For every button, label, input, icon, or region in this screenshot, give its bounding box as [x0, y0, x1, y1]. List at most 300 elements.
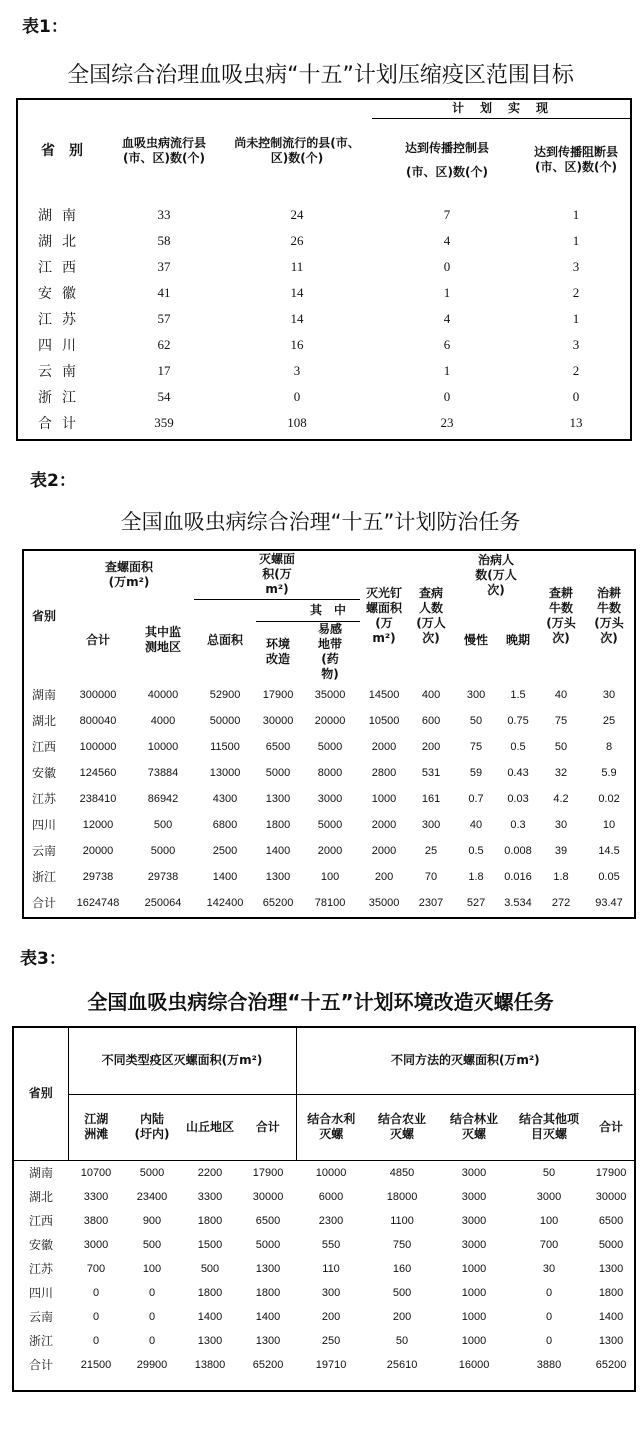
value-cell: 20000	[82, 844, 114, 857]
t3-header-agri: 结合农业灭螺	[378, 1112, 427, 1141]
value-cell: 59	[469, 766, 483, 779]
value-cell: 1400	[598, 1310, 624, 1323]
table3-row	[14, 1329, 634, 1353]
value-cell: 1800	[598, 1286, 624, 1299]
value-cell: 3000	[461, 1190, 487, 1203]
value-cell: 5000	[598, 1238, 624, 1251]
province-cell: 四川	[31, 818, 56, 832]
province-cell: 合计	[28, 1358, 53, 1372]
value-cell: 700	[539, 1238, 559, 1251]
table2	[22, 549, 636, 919]
province-cell: 江苏	[31, 792, 56, 806]
value-cell: 800040	[79, 714, 117, 727]
value-cell: 6	[443, 337, 451, 352]
table2-row	[24, 708, 634, 734]
value-cell: 3800	[83, 1214, 109, 1227]
value-cell: 3	[572, 337, 580, 352]
value-cell: 65200	[262, 896, 294, 909]
value-cell: 30	[542, 1262, 556, 1275]
value-cell: 1300	[265, 870, 291, 883]
value-cell: 142400	[206, 896, 244, 909]
t3-header-forest: 结合林业灭螺	[450, 1112, 499, 1141]
value-cell: 40000	[147, 688, 179, 701]
value-cell: 32	[554, 766, 568, 779]
value-cell: 1400	[197, 1310, 223, 1323]
value-cell: 200	[321, 1310, 341, 1323]
value-cell: 108	[287, 415, 307, 430]
table1	[16, 98, 632, 441]
value-cell: 1300	[598, 1334, 624, 1347]
value-cell: 2000	[317, 844, 343, 857]
value-cell: 1300	[598, 1262, 624, 1275]
value-cell: 3880	[536, 1358, 562, 1371]
value-cell: 12000	[82, 818, 114, 831]
table2-grid	[24, 551, 634, 916]
value-cell: 100	[142, 1262, 162, 1275]
table1-row	[18, 332, 630, 358]
province-cell: 云南	[38, 364, 86, 380]
value-cell: 1	[443, 285, 451, 300]
value-cell: 5000	[139, 1166, 165, 1179]
value-cell: 0	[293, 389, 301, 404]
value-cell: 37	[157, 259, 171, 274]
province-cell: 四川	[38, 338, 86, 354]
value-cell: 1000	[371, 792, 397, 805]
value-cell: 750	[392, 1238, 412, 1251]
value-cell: 19710	[315, 1358, 347, 1371]
table2-row	[24, 864, 634, 890]
value-cell: 50	[542, 1166, 556, 1179]
t2-header-snail-control: 灭螺面积(万m²)	[194, 551, 360, 599]
value-cell: 0	[545, 1286, 553, 1299]
value-cell: 11500	[210, 740, 240, 753]
value-cell: 1.8	[553, 870, 569, 883]
table2-title: 全国血吸虫病综合治理“十五”计划防治任务	[120, 510, 521, 534]
value-cell: 30	[554, 818, 568, 831]
value-cell: 4850	[389, 1166, 415, 1179]
province-cell: 安徽	[31, 766, 56, 780]
value-cell: 0	[148, 1286, 156, 1299]
t1-header-transmission-block: 达到传播阻断县(市、区)数(个)	[534, 145, 619, 175]
value-cell: 550	[321, 1238, 341, 1251]
value-cell: 10	[602, 818, 616, 831]
province-cell: 合计	[38, 416, 86, 432]
province-cell: 云南	[28, 1310, 53, 1324]
table3-title: 全国血吸虫病综合治理“十五”计划环境改造灭螺任务	[87, 990, 554, 1014]
t3-header-inland: 内陆(圩内)	[134, 1112, 170, 1141]
value-cell: 3300	[83, 1190, 109, 1203]
province-cell: 浙江	[28, 1334, 53, 1348]
value-cell: 1300	[197, 1334, 223, 1347]
province-cell: 江苏	[38, 312, 86, 328]
value-cell: 0	[545, 1310, 553, 1323]
value-cell: 2200	[197, 1166, 223, 1179]
value-cell: 3300	[197, 1190, 223, 1203]
value-cell: 14500	[368, 688, 400, 701]
value-cell: 500	[200, 1262, 220, 1275]
value-cell: 2500	[212, 844, 238, 857]
value-cell: 10500	[368, 714, 400, 727]
value-cell: 531	[421, 766, 441, 779]
value-cell: 14	[290, 285, 304, 300]
table2-row	[24, 734, 634, 760]
value-cell: 0	[148, 1310, 156, 1323]
value-cell: 0	[92, 1310, 100, 1323]
value-cell: 0.5	[510, 740, 526, 753]
table2-row	[24, 838, 634, 864]
value-cell: 1.5	[510, 688, 526, 701]
t3-header-province: 省别	[28, 1086, 53, 1101]
t2-header-light-snail: 灭光钉螺面积(万m²)	[366, 586, 403, 646]
value-cell: 50	[395, 1334, 409, 1347]
table3-row	[14, 1160, 634, 1185]
value-cell: 5000	[255, 1238, 281, 1251]
value-cell: 25610	[386, 1358, 418, 1371]
value-cell: 1800	[265, 818, 291, 831]
value-cell: 1	[572, 311, 580, 326]
value-cell: 300	[321, 1286, 341, 1299]
table1-row	[18, 228, 630, 254]
value-cell: 1000	[461, 1334, 487, 1347]
value-cell: 0	[545, 1334, 553, 1347]
province-cell: 湖北	[31, 714, 56, 728]
value-cell: 18000	[386, 1190, 418, 1203]
value-cell: 3	[572, 259, 580, 274]
value-cell: 700	[86, 1262, 106, 1275]
province-cell: 浙江	[38, 390, 86, 406]
t2-header-susceptible: 易感地带(药物)	[318, 621, 343, 681]
value-cell: 1.8	[468, 870, 484, 883]
value-cell: 11	[290, 259, 304, 274]
table2-row	[24, 890, 634, 916]
province-cell: 江西	[28, 1214, 53, 1228]
value-cell: 1000	[461, 1286, 487, 1299]
value-cell: 10700	[80, 1166, 112, 1179]
value-cell: 13000	[209, 766, 241, 779]
value-cell: 40	[469, 818, 483, 831]
value-cell: 4	[443, 311, 451, 326]
value-cell: 500	[392, 1286, 412, 1299]
table1-row	[18, 410, 630, 436]
t2-header-advanced: 晚期	[506, 632, 531, 647]
table1-title: 全国综合治理血吸虫病“十五”计划压缩疫区范围目标	[67, 63, 574, 88]
value-cell: 93.47	[595, 896, 623, 909]
value-cell: 21500	[80, 1358, 112, 1371]
table3-row	[14, 1353, 634, 1377]
value-cell: 1300	[265, 792, 291, 805]
value-cell: 17900	[595, 1166, 627, 1179]
value-cell: 400	[421, 688, 441, 701]
value-cell: 1100	[390, 1214, 414, 1227]
value-cell: 0.03	[507, 792, 529, 805]
t1-header-plan: 计 划 实 现	[372, 100, 630, 118]
value-cell: 0.43	[507, 766, 529, 779]
value-cell: 0	[443, 259, 451, 274]
value-cell: 200	[392, 1310, 412, 1323]
table3-row	[14, 1257, 634, 1281]
value-cell: 3	[293, 363, 301, 378]
value-cell: 0.75	[507, 714, 529, 727]
value-cell: 1000	[461, 1310, 487, 1323]
value-cell: 10000	[147, 740, 179, 753]
value-cell: 5.9	[601, 766, 617, 779]
table2-label: 表2：	[30, 471, 76, 491]
value-cell: 3000	[461, 1214, 487, 1227]
value-cell: 2	[572, 363, 580, 378]
value-cell: 6500	[255, 1214, 281, 1227]
value-cell: 14	[290, 311, 304, 326]
value-cell: 200	[421, 740, 441, 753]
value-cell: 29738	[147, 870, 179, 883]
t2-header-env-mod: 环境改造	[266, 636, 291, 666]
province-cell: 江西	[38, 260, 86, 276]
province-cell: 云南	[31, 844, 56, 858]
t3-header-by-method: 不同方法的灭螺面积(万m²)	[296, 1028, 634, 1094]
value-cell: 6800	[212, 818, 238, 831]
t3-header-other: 结合其他项目灭螺	[519, 1112, 580, 1141]
value-cell: 300	[421, 818, 441, 831]
table1-row	[18, 202, 630, 228]
value-cell: 110	[322, 1262, 340, 1275]
value-cell: 100	[320, 870, 340, 883]
t2-header-of-which: 其 中	[256, 599, 360, 621]
value-cell: 40	[554, 688, 568, 701]
value-cell: 58	[157, 233, 171, 248]
table2-row	[24, 786, 634, 812]
province-cell: 江苏	[28, 1262, 53, 1276]
value-cell: 26	[290, 233, 304, 248]
table3-row	[14, 1281, 634, 1305]
value-cell: 250	[321, 1334, 341, 1347]
table1-grid	[18, 100, 630, 436]
t2-header-survey-total: 合计	[85, 632, 110, 647]
value-cell: 2000	[371, 818, 397, 831]
t2-header-snail-survey: 查螺面积(万m²)	[105, 560, 154, 589]
value-cell: 52900	[209, 688, 241, 701]
value-cell: 1400	[255, 1310, 281, 1323]
value-cell: 7	[443, 207, 451, 222]
value-cell: 250064	[144, 896, 182, 909]
value-cell: 5000	[150, 844, 176, 857]
value-cell: 100	[539, 1214, 559, 1227]
value-cell: 100000	[79, 740, 117, 753]
value-cell: 2	[572, 285, 580, 300]
value-cell: 1	[572, 207, 580, 222]
table3-body	[14, 1160, 634, 1377]
table1-row	[18, 384, 630, 410]
value-cell: 0	[148, 1334, 156, 1347]
value-cell: 1300	[255, 1262, 281, 1275]
table1-body	[18, 202, 630, 436]
value-cell: 4.2	[553, 792, 569, 805]
value-cell: 1800	[197, 1286, 223, 1299]
table2-row	[24, 760, 634, 786]
value-cell: 6000	[318, 1190, 344, 1203]
value-cell: 23	[440, 415, 454, 430]
table2-body	[24, 682, 634, 916]
value-cell: 75	[469, 740, 483, 753]
table1-row	[18, 254, 630, 280]
value-cell: 4	[443, 233, 451, 248]
value-cell: 359	[154, 415, 174, 430]
value-cell: 13800	[194, 1358, 226, 1371]
value-cell: 3000	[317, 792, 343, 805]
t3-header-water: 结合水利灭螺	[296, 1094, 366, 1160]
province-cell: 四川	[28, 1286, 53, 1300]
table1-row	[18, 280, 630, 306]
value-cell: 62	[157, 337, 171, 352]
value-cell: 0	[92, 1334, 100, 1347]
value-cell: 20000	[314, 714, 346, 727]
value-cell: 35000	[368, 896, 400, 909]
table3	[12, 1026, 636, 1392]
t2-header-cattle-exam: 查耕牛数(万头次)	[546, 586, 576, 646]
value-cell: 2800	[371, 766, 397, 779]
t2-header-examined: 查病人数(万人次)	[416, 586, 446, 646]
value-cell: 1624748	[76, 896, 120, 909]
value-cell: 30	[602, 688, 616, 701]
value-cell: 0.016	[504, 870, 532, 883]
value-cell: 2300	[318, 1214, 344, 1227]
value-cell: 35000	[314, 688, 346, 701]
table1-label: 表1：	[22, 17, 68, 37]
province-cell: 安徽	[38, 286, 86, 302]
value-cell: 160	[392, 1262, 412, 1275]
value-cell: 10000	[315, 1166, 347, 1179]
t2-header-chronic: 慢性	[464, 632, 489, 647]
province-cell: 湖北	[38, 234, 86, 250]
t3-header-lake: 江湖洲滩	[68, 1094, 124, 1160]
value-cell: 78100	[314, 896, 346, 909]
value-cell: 1	[443, 363, 451, 378]
value-cell: 3.534	[504, 896, 532, 909]
value-cell: 124560	[79, 766, 117, 779]
value-cell: 3000	[461, 1166, 487, 1179]
value-cell: 600	[421, 714, 441, 727]
t2-header-survey-monitor: 其中监测地区	[145, 625, 182, 655]
value-cell: 23400	[136, 1190, 168, 1203]
value-cell: 2000	[371, 740, 397, 753]
value-cell: 25	[424, 844, 438, 857]
value-cell: 2307	[418, 896, 444, 909]
province-cell: 湖南	[28, 1166, 53, 1180]
value-cell: 2000	[371, 844, 397, 857]
table3-label: 表3：	[20, 949, 66, 969]
value-cell: 39	[554, 844, 568, 857]
value-cell: 0	[92, 1286, 100, 1299]
value-cell: 50	[469, 714, 483, 727]
value-cell: 1500	[197, 1238, 223, 1251]
value-cell: 161	[421, 792, 441, 805]
value-cell: 1800	[197, 1214, 223, 1227]
t2-header-cattle-treat: 治耕牛数(万头次)	[594, 586, 624, 646]
value-cell: 3000	[461, 1238, 487, 1251]
value-cell: 16	[290, 337, 304, 352]
value-cell: 500	[153, 818, 173, 831]
value-cell: 70	[424, 870, 438, 883]
value-cell: 17	[157, 363, 171, 378]
value-cell: 65200	[252, 1358, 284, 1371]
table3-row	[14, 1233, 634, 1257]
value-cell: 57	[157, 311, 171, 326]
table3-row	[14, 1185, 634, 1209]
value-cell: 4000	[150, 714, 176, 727]
value-cell: 4300	[212, 792, 238, 805]
value-cell: 300	[466, 688, 486, 701]
t3-header-by-area-type: 不同类型疫区灭螺面积(万m²)	[68, 1028, 296, 1094]
value-cell: 5000	[317, 740, 343, 753]
value-cell: 50000	[209, 714, 241, 727]
value-cell: 25	[602, 714, 616, 727]
province-cell: 江西	[31, 740, 56, 754]
value-cell: 1	[572, 233, 580, 248]
value-cell: 1400	[212, 870, 238, 883]
value-cell: 5000	[265, 766, 291, 779]
t2-header-province: 省别	[31, 608, 56, 623]
value-cell: 8	[605, 740, 613, 753]
value-cell: 0	[443, 389, 451, 404]
value-cell: 3000	[83, 1238, 109, 1251]
value-cell: 16000	[458, 1358, 490, 1371]
value-cell: 0.5	[468, 844, 484, 857]
province-cell: 合计	[31, 896, 56, 910]
value-cell: 0.7	[468, 792, 484, 805]
value-cell: 300000	[79, 688, 117, 701]
t1-header-province: 省 别	[41, 142, 83, 159]
value-cell: 14.5	[598, 844, 620, 857]
t3-header-area-total: 合计	[255, 1119, 280, 1134]
table2-row	[24, 682, 634, 708]
t2-header-control-total: 总面积	[207, 633, 244, 647]
value-cell: 17900	[262, 688, 294, 701]
value-cell: 17900	[252, 1166, 284, 1179]
value-cell: 65200	[595, 1358, 627, 1371]
table3-row	[14, 1305, 634, 1329]
value-cell: 50	[554, 740, 568, 753]
value-cell: 86942	[147, 792, 179, 805]
value-cell: 200	[374, 870, 394, 883]
value-cell: 527	[466, 896, 486, 909]
value-cell: 54	[157, 389, 171, 404]
value-cell: 30000	[252, 1190, 284, 1203]
t1-header-endemic: 血吸虫病流行县(市、区)数(个)	[121, 136, 206, 165]
t2-header-treated: 治病人数(万人次)	[475, 552, 517, 597]
province-cell: 湖北	[28, 1190, 53, 1204]
value-cell: 1800	[255, 1286, 281, 1299]
province-cell: 安徽	[28, 1238, 53, 1252]
value-cell: 29900	[136, 1358, 168, 1371]
value-cell: 1300	[255, 1334, 281, 1347]
value-cell: 0.3	[510, 818, 526, 831]
value-cell: 75	[554, 714, 568, 727]
table1-row	[18, 306, 630, 332]
value-cell: 24	[290, 207, 304, 222]
province-cell: 浙江	[31, 870, 56, 884]
t3-header-method-total: 合计	[599, 1119, 624, 1134]
value-cell: 1400	[265, 844, 291, 857]
value-cell: 3000	[536, 1190, 562, 1203]
table1-row	[18, 358, 630, 384]
value-cell: 0.008	[504, 844, 532, 857]
value-cell: 500	[142, 1238, 162, 1251]
table3-row	[14, 1209, 634, 1233]
province-cell: 湖南	[31, 688, 56, 702]
value-cell: 30000	[595, 1190, 627, 1203]
value-cell: 900	[142, 1214, 162, 1227]
value-cell: 0.02	[598, 792, 620, 805]
value-cell: 6500	[265, 740, 291, 753]
value-cell: 73884	[147, 766, 179, 779]
